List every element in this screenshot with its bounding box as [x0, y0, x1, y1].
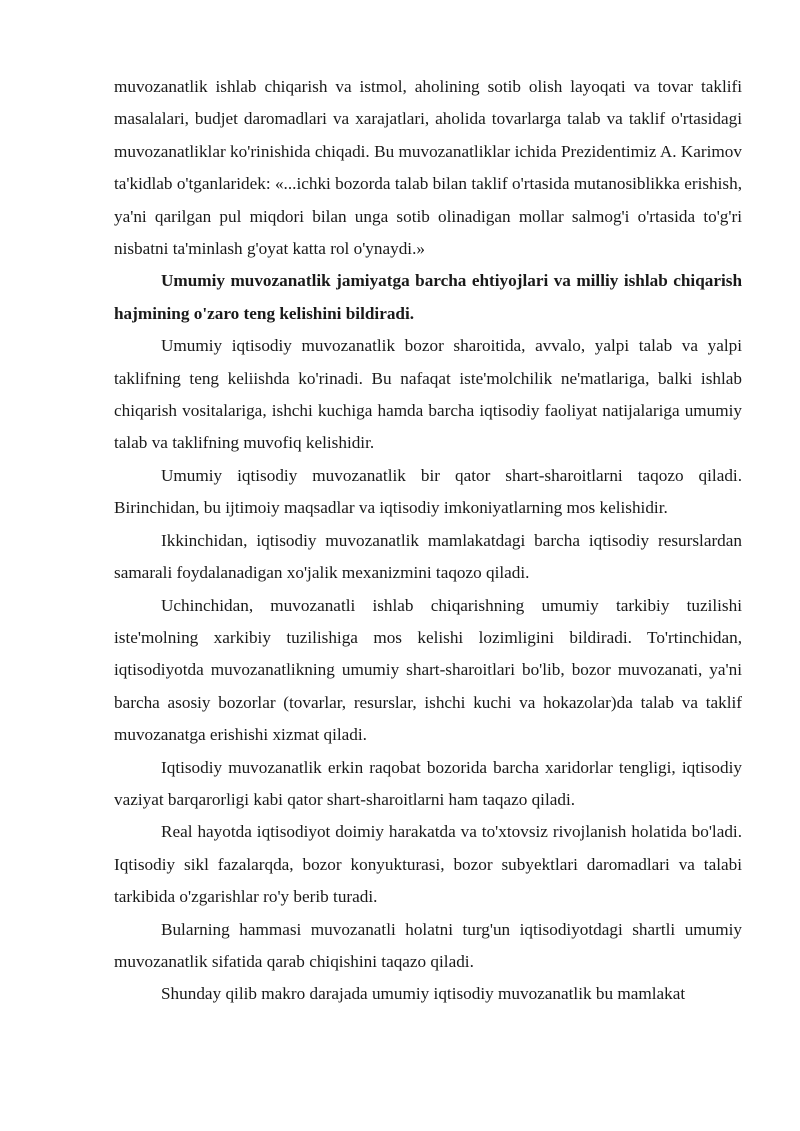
paragraph: Umumiy iqtisodiy muvozanatlik bir qator shart-sharoitlarni taqozo qiladi. Birinchidan, bu ijtimoiy maqsadlar va iqtisodiy imkoniyatlarning mos kelishidir. [114, 465, 742, 518]
paragraph: Uchinchidan, muvozanatli ishlab chiqarishning umumiy tarkibiy tuzilishi iste'molning xarkibiy tuzilishiga mos kelishi lozimligini bildiradi. To'rtinchidan, iqtisodiyotda muvozanatlikning umumiy shart-sharoitlari bo'lib, bozor muvozanati, ya'ni barcha asosiy bozorlar (tovarlar, resurslar, ishchi kuchi va hokazolar)da talab va taklif muvozanatga erishishi xizmat qiladi. [114, 595, 742, 745]
paragraph-last: Shunday qilib makro darajada umumiy iqtisodiy muvozanatlik bu mamlakat [161, 984, 686, 1004]
paragraph-definition: Umumiy muvozanatlik jamiyatga barcha ehtiyojlari va milliy ishlab chiqarish hajmining o'zaro teng kelishini bildiradi. [114, 271, 742, 323]
paragraph: Umumiy iqtisodiy muvozanatlik bozor sharoitida, avvalo, yalpi talab va yalpi taklifning teng keliishda ko'rinadi. Bu nafaqat iste'molchilik ne'matlariga, balki ishlab chiqarish vositalariga, ishchi kuchiga hamda barcha iqtisodiy faoliyat natijalariga umumiy talab va taklifning muvofiq kelishidir. [114, 336, 742, 453]
paragraph: Iqtisodiy muvozanatlik erkin raqobat bozorida barcha xaridorlar tengligi, iqtisodiy vaziyat barqarorligi kabi qator shart-sharoitlarni ham taqazo qiladi. [114, 757, 742, 809]
document-page [114, 71, 742, 1011]
paragraph-continuation: muvozanatlik ishlab chiqarish va istmol, aholining sotib olish layoqati va tovar taklifi masalalari, budjet daromadlari va xarajatlari, aholida tovarlarga talab va taklif o'rtasidagi muvozanatliklar ko'rinishida chiqadi. Bu muvozanatliklar ichida Prezidentimiz A. Karimov ta'kidlab o'tganlaridek: «...ichki bozorda talab bilan taklif o'rtasida mutanosiblikka erishish, ya'ni qarilgan pul miqdori bilan unga sotib olinadigan mollar salmog'i o'rtasida to'g'ri nisbatni ta'minlash g'oyat katta rol o'ynaydi.» [114, 77, 742, 259]
paragraph: Bularning hammasi muvozanatli holatni turg'un iqtisodiyotdagi shartli umumiy muvozanatlik sifatida qarab chiqishini taqazo qiladi. [114, 919, 742, 971]
paragraph: Ikkinchidan, iqtisodiy muvozanatlik mamlakatdagi barcha iqtisodiy resurslardan samarali foydalanadigan xo'jalik mexanizmini taqozo qiladi. [114, 530, 742, 583]
paragraph: Real hayotda iqtisodiyot doimiy harakatda va to'xtovsiz rivojlanish holatida bo'ladi. Iqtisodiy sikl fazalarqda, bozor konyukturasi, bozor subyektlari daromadlari va talabi tarkibida o'zgarishlar ro'y berib turadi. [114, 822, 742, 907]
